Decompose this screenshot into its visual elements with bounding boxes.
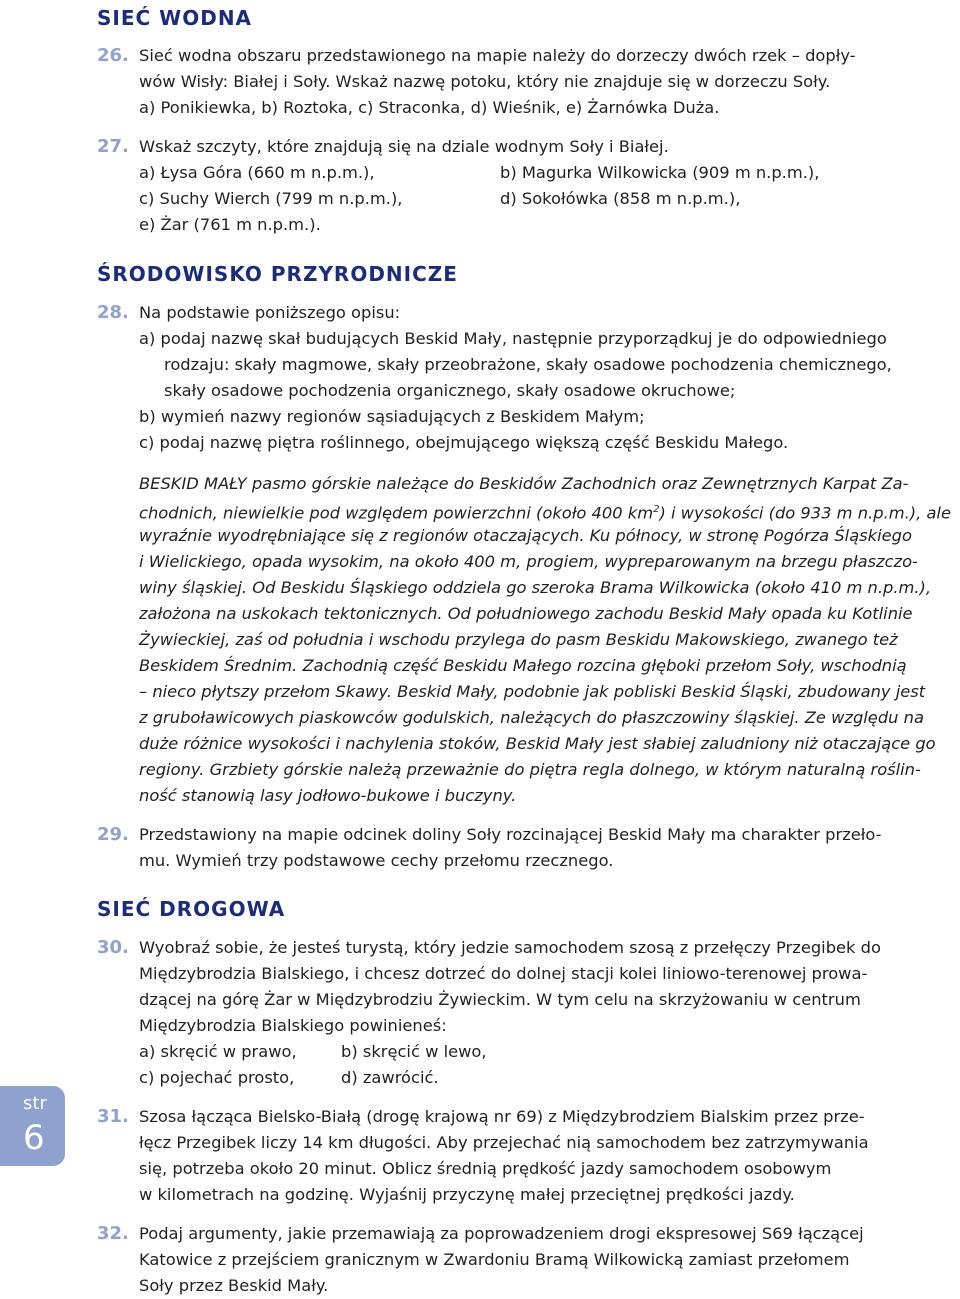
q32-line: Soły przez Beskid Mały. [139, 1276, 329, 1295]
q27-option-e: e) Żar (761 m n.p.m.). [139, 215, 321, 234]
q30-option-b: b) skręcić w lewo, [341, 1042, 487, 1061]
q26-line: wów Wisły: Białej i Soły. Wskaż nazwę potoku, który nie znajduje się w dorzeczu Soły. [139, 72, 831, 91]
q27-text: Wskaż szczyty, które znajdują się na dziale wodnym Soły i Białej. [139, 137, 669, 156]
description-line: duże różnice wysokości i nachylenia stoków, Beskid Mały jest słabiej zaludniony niż otaczające go [139, 734, 936, 753]
question-number-30: 30. [97, 937, 129, 958]
description-line: i Wielickiego, opada wysokim, na około 400 m, progiem, wypreparowanym na brzegu płaszczo- [139, 552, 918, 571]
section-heading-siec-wodna: SIEĆ WODNA [97, 6, 253, 30]
description-line: z gruboławicowych piaskowców godulskich, należących do płaszczowiny śląskiej. Ze względu na [139, 708, 924, 727]
section-heading-srodowisko: ŚRODOWISKO PRZYRODNICZE [97, 262, 458, 286]
page-number-tab [0, 1086, 65, 1166]
q31-line: w kilometrach na godzinę. Wyjaśnij przyczynę małej przeciętnej prędkości jazdy. [139, 1185, 795, 1204]
q32-line: Katowice z przejściem granicznym w Zwardoniu Bramą Wilkowicką zamiast przełomem [139, 1250, 850, 1269]
q30-line: Wyobraź sobie, że jesteś turystą, który jedzie samochodem szosą z przełęczy Przegibek do [139, 938, 881, 957]
q27-option-d: d) Sokołówka (858 m n.p.m.), [500, 189, 741, 208]
description-line: BESKID MAŁY pasmo górskie należące do Beskidów Zachodnich oraz Zewnętrznych Karpat Za- [139, 474, 909, 493]
section-heading-siec-drogowa: SIEĆ DROGOWA [97, 897, 286, 921]
question-number-26: 26. [97, 45, 129, 66]
q30-line: Międzybrodzia Bialskiego, i chcesz dotrzeć do dolnej stacji kolei liniowo-terenowej prowa- [139, 964, 868, 983]
q27-option-a: a) Łysa Góra (660 m n.p.m.), [139, 163, 375, 182]
q29-line: Przedstawiony na mapie odcinek doliny Soły rozcinającej Beskid Mały ma charakter przeło- [139, 825, 882, 844]
q30-line: Międzybrodzia Bialskiego powinieneś: [139, 1016, 447, 1035]
q28-item-a: rodzaju: skały magmowe, skały przeobrażone, skały osadowe pochodzenia chemicznego, [164, 355, 892, 374]
q30-option-a: a) skręcić w prawo, [139, 1042, 297, 1061]
q28-item-a: a) podaj nazwę skał budujących Beskid Mały, następnie przyporządkuj je do odpowiedniego [139, 329, 887, 348]
q26-line: Sieć wodna obszaru przedstawionego na mapie należy do dorzeczy dwóch rzek – dopły- [139, 46, 856, 65]
q30-option-d: d) zawrócić. [341, 1068, 439, 1087]
description-line: założona na uskokach tektonicznych. Od południowego zachodu Beskid Mały opada ku Kotlinie [139, 604, 913, 623]
q29-line: mu. Wymień trzy podstawowe cechy przełomu rzecznego. [139, 851, 614, 870]
page-label: str [23, 1093, 47, 1114]
q32-line: Podaj argumenty, jakie przemawiają za poprowadzeniem drogi ekspresowej S69 łączącej [139, 1224, 864, 1243]
q31-line: Szosa łącząca Bielsko-Białą (drogę krajową nr 69) z Międzybrodziem Bialskim przez prze- [139, 1107, 865, 1126]
q27-option-b: b) Magurka Wilkowicka (909 m n.p.m.), [500, 163, 820, 182]
description-text: ) i wysokości (do 933 m n.p.m.), ale [659, 503, 951, 523]
q30-line: dzącej na górę Żar w Międzybrodziu Żywieckim. W tym celu na skrzyżowaniu w centrum [139, 990, 861, 1009]
q27-option-c: c) Suchy Wierch (799 m n.p.m.), [139, 189, 403, 208]
description-line: winy śląskiej. Od Beskidu Śląskiego oddziela go szeroka Brama Wilkowicka (około 410 m n.p.m.), [139, 578, 932, 597]
question-number-27: 27. [97, 136, 129, 157]
q28-item-c: c) podaj nazwę piętra roślinnego, obejmującego większą część Beskidu Małego. [139, 433, 789, 452]
description-line: regiony. Grzbiety górskie należą przeważnie do piętra regla dolnego, w którym naturalną roślin- [139, 760, 921, 779]
page-number: 6 [23, 1118, 45, 1158]
q28-item-b: b) wymień nazwy regionów sąsiadujących z Beskidem Małym; [139, 407, 645, 426]
description-line: Żywieckiej, zaś od południa i wschodu przylega do pasm Beskidu Makowskiego, zwanego też [139, 630, 898, 649]
description-line: wyraźnie wyodrębniające się z regionów otaczających. Ku północy, w stronę Pogórza Śląskiego [139, 526, 912, 545]
question-number-28: 28. [97, 302, 129, 323]
superscript: 2 [653, 504, 660, 515]
question-number-29: 29. [97, 824, 129, 845]
description-text: chodnich, niewielkie pod względem powierzchni (około 400 km [139, 503, 654, 523]
description-line: Beskidem Średnim. Zachodnią część Beskidu Małego rozcina głęboki przełom Soły, wschodnią [139, 656, 907, 675]
description-line: ność stanowią lasy jodłowo-bukowe i buczyny. [139, 786, 517, 805]
q31-line: się, potrzeba około 20 minut. Oblicz średnią prędkość jazdy samochodem osobowym [139, 1159, 832, 1178]
description-line [139, 500, 951, 523]
q26-options: a) Ponikiewka, b) Roztoka, c) Straconka, d) Wieśnik, e) Żarnówka Duża. [139, 98, 720, 117]
q31-line: łęcz Przegibek liczy 14 km długości. Aby przejechać nią samochodem bez zatrzymywania [139, 1133, 869, 1152]
q28-intro: Na podstawie poniższego opisu: [139, 303, 401, 322]
q28-item-a: skały osadowe pochodzenia organicznego, skały osadowe okruchowe; [164, 381, 736, 400]
q30-option-c: c) pojechać prosto, [139, 1068, 295, 1087]
question-number-31: 31. [97, 1106, 129, 1127]
description-line: – nieco płytszy przełom Skawy. Beskid Mały, podobnie jak pobliski Beskid Śląski, zbudowany jest [139, 682, 926, 701]
question-number-32: 32. [97, 1223, 129, 1244]
